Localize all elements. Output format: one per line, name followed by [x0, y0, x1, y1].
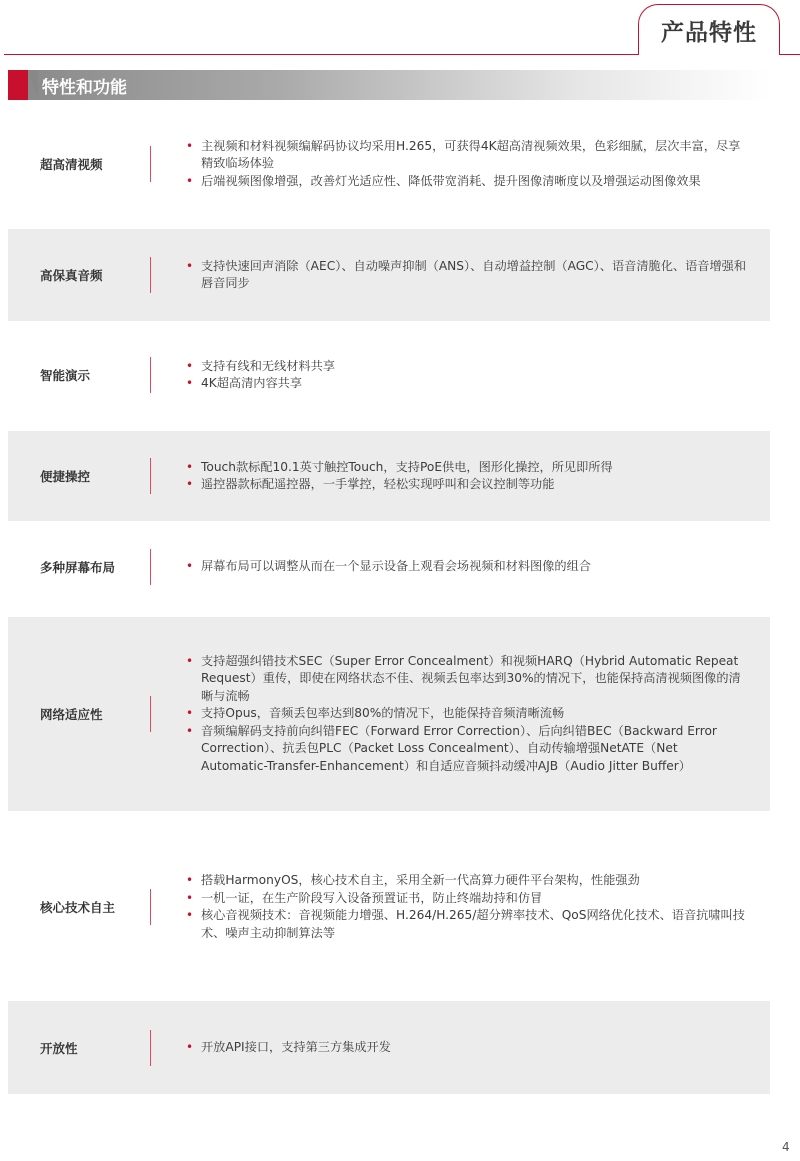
list-item: • 4K超高清内容共享	[186, 376, 303, 390]
feature-row-ultra-hd-video	[8, 118, 770, 210]
feature-list	[186, 530, 746, 604]
list-item: • 支持Opus，音频丢包率达到80%的情况下，也能保持音频清晰流畅	[186, 706, 565, 721]
list-item: • Touch款标配10.1英寸触控Touch，支持PoE供电，图形化操控，所见即所得	[186, 459, 613, 474]
row-divider	[150, 458, 151, 494]
list-item: • 支持快速回声消除（AEC）、自动噪声抑制（ANS）、自动增益控制（AGC）、语音清脆化、语音增强和唇音同步	[186, 258, 747, 290]
feature-row-smart-presentation	[8, 330, 770, 420]
list-item: • 遥控器款标配遥控器，一手掌控，轻松实现呼叫和会议控制等功能	[186, 477, 555, 491]
feature-label: 网络适应性	[40, 707, 103, 722]
feature-list	[186, 330, 746, 420]
row-divider	[150, 1030, 151, 1066]
list-item: • 搭载HarmonyOS，核心技术自主，采用全新一代高算力硬件平台架构，性能强劲	[186, 873, 640, 887]
list-item: • 一机一证，在生产阶段写入设备预置证书，防止终端劫持和仿冒	[186, 890, 543, 905]
feature-row-hifi-audio	[8, 229, 770, 321]
list-item: • 主视频和材料视频编解码协议均采用H.265，可获得4K超高清视频效果，色彩细腻，层次丰富，尽享精致临场体验	[186, 138, 741, 171]
row-divider	[150, 696, 151, 732]
feature-list	[186, 229, 746, 321]
page-title-tab	[638, 4, 780, 55]
feature-list	[186, 617, 746, 811]
section-header-bar	[8, 70, 770, 100]
feature-row-easy-control	[8, 431, 770, 521]
page-title: 产品特性	[661, 19, 757, 46]
feature-label: 智能演示	[40, 368, 91, 383]
section-accent	[8, 70, 28, 100]
feature-label: 核心技术自主	[40, 900, 116, 915]
feature-label: 高保真音频	[40, 268, 103, 283]
list-item: • 支持超强纠错技术SEC（Super Error Concealment）和视频HARQ（Hybrid Automatic Repeat Request）重传，即使在网络状态不佳、视频丢包率达到30%的情况下，也能保持高清视频图像的清晰与流畅	[186, 653, 741, 703]
list-item: • 屏幕布局可以调整从而在一个显示设备上观看会场视频和材料图像的组合	[186, 559, 591, 574]
feature-label: 开放性	[40, 1040, 78, 1056]
row-divider	[150, 889, 151, 925]
feature-list	[186, 840, 746, 974]
row-divider	[150, 257, 151, 293]
feature-row-openness	[8, 1001, 770, 1094]
feature-label: 多种屏幕布局	[40, 560, 116, 575]
feature-row-network-adaptivity	[8, 617, 770, 811]
list-item: • 后端视频图像增强，改善灯光适应性、降低带宽消耗、提升图像清晰度以及增强运动图像效果	[186, 173, 701, 188]
list-item: • 音频编解码支持前向纠错FEC（Forward Error Correction）、后向纠错BEC（Backward Error Correction）、抗丢包PLC（Packet Loss Concealment）、自动传输增强NetATE（Net Automatic-Transfer-Enhancement）和自适应音频抖动缓冲AJB（Audio Jitter Buffer）	[186, 723, 717, 773]
list-item: • 支持有线和无线材料共享	[186, 358, 336, 373]
row-divider	[150, 357, 151, 393]
feature-label: 超高清视频	[40, 157, 103, 172]
feature-label: 便捷操控	[40, 469, 91, 484]
feature-list	[186, 118, 746, 210]
list-item: • 核心音视频技术：音视频能力增强、H.264/H.265/超分辨率技术、QoS网络优化技术、语音抗啸叫技术、噪声主动抑制算法等	[186, 908, 745, 940]
page-number: 4	[782, 1140, 790, 1154]
feature-list	[186, 1001, 746, 1094]
feature-list	[186, 431, 746, 521]
row-divider	[150, 549, 151, 585]
list-item: • 开放API接口，支持第三方集成开发	[186, 1039, 391, 1054]
row-divider	[150, 146, 151, 182]
feature-row-screen-layout	[8, 530, 770, 604]
section-title: 特性和功能	[42, 78, 127, 98]
feature-row-core-tech	[8, 840, 770, 974]
